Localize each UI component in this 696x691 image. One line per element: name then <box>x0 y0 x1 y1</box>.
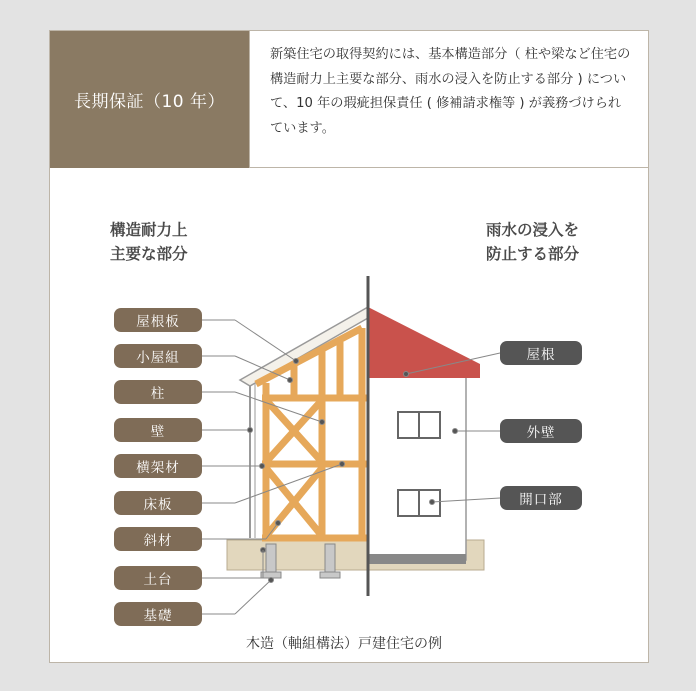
diagram-caption: 木造（軸組構法）戸建住宅の例 <box>246 636 442 652</box>
warranty-card <box>49 30 649 663</box>
roof-board <box>240 307 368 386</box>
label-exterior-wall: 外壁 <box>500 419 582 443</box>
label-foundation: 基礎 <box>114 602 202 626</box>
label-floor-board: 床板 <box>114 491 202 515</box>
warranty-description: 新築住宅の取得契約には、基本構造部分（ 柱や梁など住宅の構造耐力上主要な部分、雨水の浸入を防止する部分 ) について、10 年の瑕疵担保責任 ( 修補請求権等 ) が義務づけられています。 <box>249 31 648 168</box>
label-column: 柱 <box>114 380 202 404</box>
label-roof-board: 屋根板 <box>114 308 202 332</box>
label-brace: 斜材 <box>114 527 202 551</box>
rainwater-parts-heading: 雨水の浸入を 防止する部分 <box>486 221 580 263</box>
label-roof: 屋根 <box>500 341 582 365</box>
house-structure-diagram <box>50 168 648 662</box>
label-openings: 開口部 <box>500 486 582 510</box>
label-beam: 横架材 <box>114 454 202 478</box>
label-wall: 壁 <box>114 418 202 442</box>
label-sill: 土台 <box>114 566 202 590</box>
structural-parts-heading: 構造耐力上 主要な部分 <box>110 221 188 263</box>
exterior-base <box>368 554 466 564</box>
timber-frame <box>256 328 368 540</box>
exterior-wall <box>368 364 466 560</box>
warranty-title: 長期保証（10 年） <box>50 31 249 168</box>
label-roof-truss: 小屋組 <box>114 344 202 368</box>
roof-tile <box>368 307 480 378</box>
